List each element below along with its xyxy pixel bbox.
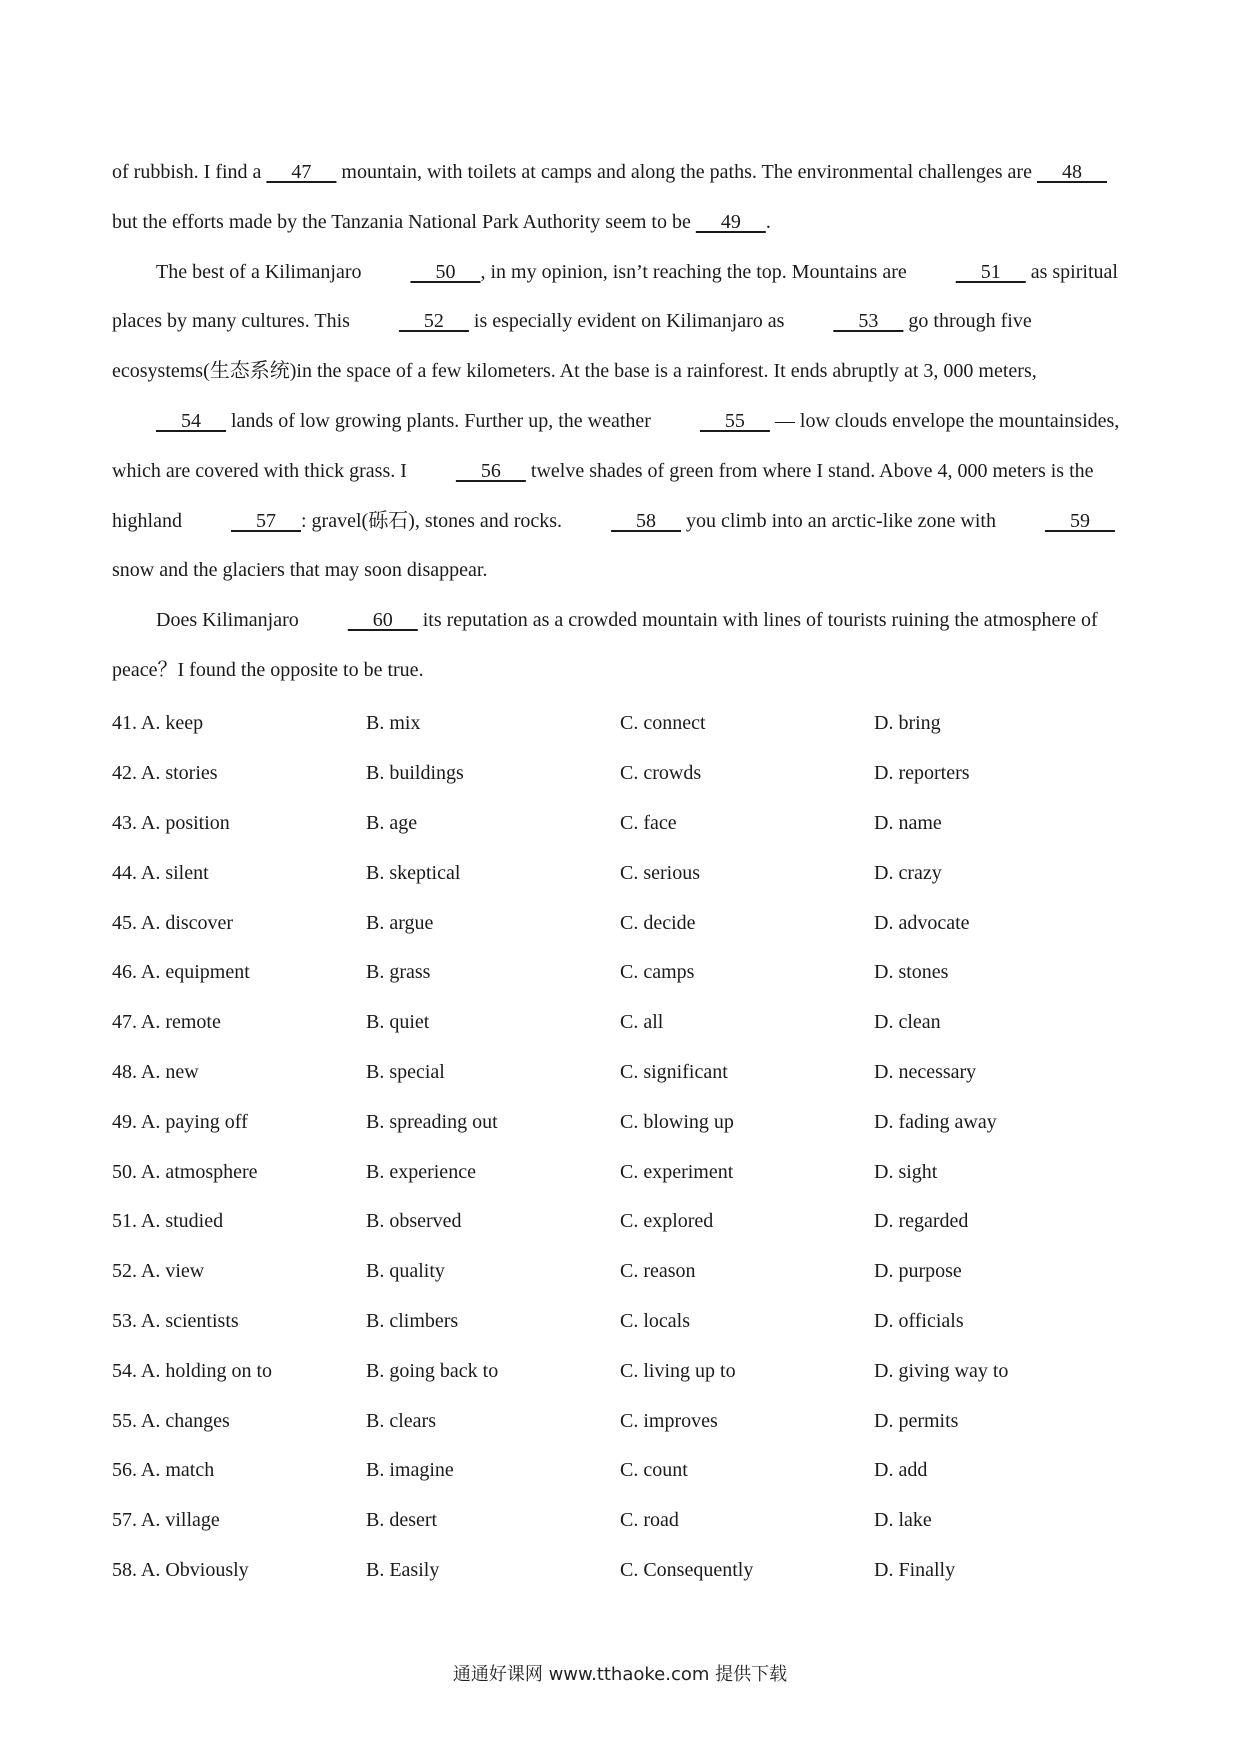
option-a: 50. A. atmosphere	[112, 1160, 258, 1183]
blank-60: 60	[347, 609, 418, 632]
question-row	[112, 1197, 1130, 1247]
answer-options-table	[112, 699, 1130, 1595]
option-b: B. imagine	[366, 1459, 454, 1482]
option-d: D. advocate	[874, 911, 970, 934]
question-row	[112, 948, 1130, 998]
blank-58: 58	[611, 509, 682, 532]
option-a: 56. A. match	[112, 1459, 215, 1482]
option-b: B. experience	[366, 1160, 476, 1183]
option-d: D. permits	[874, 1409, 959, 1432]
option-b: B. skeptical	[366, 861, 461, 884]
option-b: B. age	[366, 811, 418, 834]
option-b: B. going back to	[366, 1359, 499, 1382]
paragraph-3	[112, 596, 1130, 696]
passage-text: snow and the glaciers that may soon disappear.	[112, 559, 488, 582]
blank-51: 51	[955, 260, 1026, 283]
blank-59: 59	[1044, 509, 1115, 532]
option-b: B. observed	[366, 1210, 462, 1233]
passage-text: its reputation as a crowded mountain with lines of tourists ruining the atmosphere of peace？I found the opposite to be true.	[112, 609, 1098, 681]
option-c: C. camps	[620, 961, 695, 984]
option-a: 42. A. stories	[112, 762, 218, 785]
passage-text: of rubbish. I find a	[112, 161, 267, 183]
option-b: B. climbers	[366, 1309, 459, 1332]
option-c: C. face	[620, 811, 677, 834]
passage-text: , in my opinion, isn’t reaching the top. Mountains are	[480, 260, 912, 283]
option-c: C. crowds	[620, 762, 702, 785]
question-row	[112, 1048, 1130, 1098]
question-row	[112, 749, 1130, 799]
option-c: C. improves	[620, 1409, 718, 1432]
question-row	[112, 1147, 1130, 1197]
option-c: C. locals	[620, 1309, 690, 1332]
question-row	[112, 699, 1130, 749]
option-d: D. necessary	[874, 1060, 977, 1083]
question-row	[112, 998, 1130, 1048]
blank-49: 49	[695, 210, 766, 233]
question-row	[112, 848, 1130, 898]
question-row	[112, 1297, 1130, 1347]
option-d: D. stones	[874, 961, 949, 984]
blank-54: 54	[156, 409, 226, 432]
page-footer: 通通好课网 www.tthaoke.com 提供下载	[452, 1664, 788, 1685]
question-row	[112, 1496, 1130, 1546]
passage-text: mountain, with toilets at camps and along the paths. The environmental challenges are	[336, 161, 1037, 183]
option-b: B. quiet	[366, 1011, 430, 1034]
passage-text: .	[765, 210, 771, 233]
passage-text: but the efforts made by the Tanzania National Park Authority seem to be	[112, 210, 696, 233]
option-a: 51. A. studied	[112, 1210, 224, 1233]
option-d: D. giving way to	[874, 1359, 1009, 1382]
question-row	[112, 898, 1130, 948]
option-b: B. spreading out	[366, 1110, 498, 1133]
option-d: D. bring	[874, 712, 941, 735]
question-row	[112, 1097, 1130, 1147]
passage-text: : gravel(砾石), stones and rocks.	[301, 509, 568, 532]
option-c: C. reason	[620, 1260, 696, 1283]
option-c: C. Consequently	[620, 1558, 754, 1581]
question-row	[112, 799, 1130, 849]
option-b: B. desert	[366, 1509, 438, 1532]
passage-text: go through five ecosystems(生态系统)in the space of a few kilometers. At the base is a rainforest. It ends abruptly at 3, 000 meters,	[112, 310, 1037, 383]
option-b: B. buildings	[366, 762, 464, 785]
option-c: C. experiment	[620, 1160, 734, 1183]
option-a: 53. A. scientists	[112, 1309, 239, 1332]
cloze-passage	[112, 148, 1130, 696]
option-a: 45. A. discover	[112, 911, 234, 934]
question-row	[112, 1247, 1130, 1297]
question-row	[112, 1546, 1130, 1596]
option-c: C. count	[620, 1459, 688, 1482]
blank-57: 57	[231, 509, 301, 532]
option-b: B. argue	[366, 911, 434, 934]
option-a: 44. A. silent	[112, 861, 209, 884]
blank-48: 48	[1036, 161, 1107, 183]
option-d: D. name	[874, 811, 942, 834]
option-c: C. all	[620, 1011, 664, 1034]
option-d: D. reporters	[874, 762, 970, 785]
option-d: D. add	[874, 1459, 928, 1482]
option-b: B. clears	[366, 1409, 436, 1432]
blank-47: 47	[266, 161, 337, 183]
option-c: C. significant	[620, 1060, 728, 1083]
option-a: 54. A. holding on to	[112, 1359, 273, 1382]
option-d: D. officials	[874, 1309, 964, 1332]
passage-text: as spiritual places by many cultures. This	[112, 260, 1118, 333]
paragraph-2	[112, 248, 1130, 597]
option-a: 57. A. village	[112, 1509, 220, 1532]
option-a: 43. A. position	[112, 811, 230, 834]
option-b: B. quality	[366, 1260, 445, 1283]
question-row	[112, 1346, 1130, 1396]
blank-56: 56	[455, 459, 526, 482]
option-c: C. living up to	[620, 1359, 736, 1382]
paragraph-1	[112, 148, 1130, 248]
option-d: D. clean	[874, 1011, 941, 1034]
passage-text: you climb into an arctic-like zone with	[681, 509, 1001, 532]
option-c: C. connect	[620, 712, 706, 735]
option-b: B. Easily	[366, 1558, 440, 1581]
option-a: 58. A. Obviously	[112, 1558, 249, 1581]
question-row	[112, 1396, 1130, 1446]
blank-50: 50	[410, 260, 481, 283]
option-d: D. purpose	[874, 1260, 962, 1283]
option-b: B. special	[366, 1060, 445, 1083]
option-d: D. lake	[874, 1509, 932, 1532]
option-a: 41. A. keep	[112, 712, 204, 735]
blank-55: 55	[699, 409, 770, 432]
passage-text: twelve shades of green from where I stand. Above 4, 000 meters is the highland	[112, 459, 1094, 532]
passage-text: — low clouds envelope the mountainsides, which are covered with thick grass. I	[112, 409, 1120, 482]
option-c: C. blowing up	[620, 1110, 734, 1133]
option-d: D. fading away	[874, 1110, 997, 1133]
question-row	[112, 1446, 1130, 1496]
option-c: C. road	[620, 1509, 679, 1532]
option-d: D. sight	[874, 1160, 938, 1183]
option-a: 47. A. remote	[112, 1011, 221, 1034]
option-d: D. regarded	[874, 1210, 969, 1233]
blank-52: 52	[398, 310, 469, 333]
passage-text: is especially evident on Kilimanjaro as	[468, 310, 790, 333]
option-a: 46. A. equipment	[112, 961, 250, 984]
passage-text: lands of low growing plants. Further up, the weather	[226, 409, 656, 432]
option-b: B. mix	[366, 712, 421, 735]
option-a: 48. A. new	[112, 1060, 199, 1083]
passage-text: Does Kilimanjaro	[156, 609, 304, 632]
passage-text: The best of a Kilimanjaro	[156, 260, 367, 283]
option-d: D. Finally	[874, 1558, 956, 1581]
option-c: C. decide	[620, 911, 696, 934]
option-d: D. crazy	[874, 861, 942, 884]
option-b: B. grass	[366, 961, 431, 984]
option-a: 52. A. view	[112, 1260, 205, 1283]
option-c: C. explored	[620, 1210, 714, 1233]
option-a: 49. A. paying off	[112, 1110, 248, 1133]
option-a: 55. A. changes	[112, 1409, 230, 1432]
option-c: C. serious	[620, 861, 700, 884]
blank-53: 53	[833, 310, 904, 333]
